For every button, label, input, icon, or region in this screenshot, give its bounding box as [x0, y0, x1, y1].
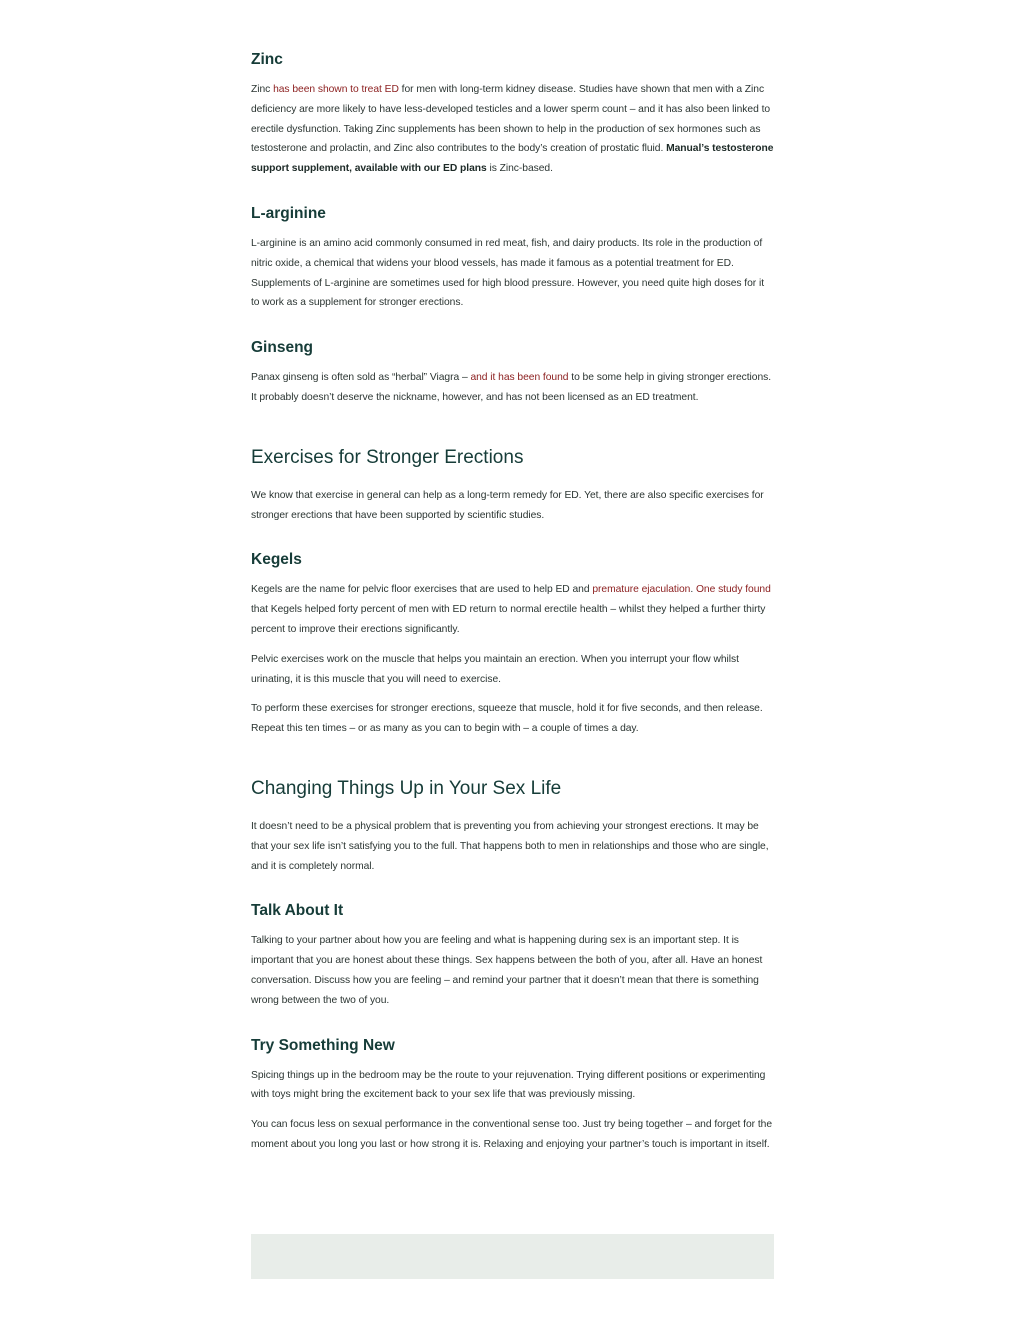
heading-ginseng: Ginseng	[251, 339, 314, 357]
heading-talk: Talk About It	[251, 902, 344, 920]
link-one-study-found[interactable]: One study found	[695, 584, 771, 596]
footer-panel	[251, 1234, 774, 1279]
paragraph-talk: Talking to your partner about how you are feeling and what is happening during sex is an important step. It is important that you are honest about these things. Sex happens between the both of you, after all. Have an honest conversation. Discuss how you are feeling – and remind your partner that it doesn’t mean that there is something wrong between the two of you.	[251, 935, 763, 1006]
link-premature-ejaculation[interactable]: premature ejaculation	[592, 584, 691, 596]
text-run: for men with long-term kidney disease. Studies have shown that men with a Zinc deficiency are more likely to have less-developed testicles and a lower sperm count – and it has also been linked to erectile dysfunction. Taking Zinc supplements has been shown to help in the production of sex hormones such as testosterone and prolactin, and Zinc also contributes to the body’s creation of prostatic fluid.	[251, 84, 771, 155]
text-run: .	[690, 584, 696, 596]
text-run: that Kegels helped forty percent of men with ED return to normal erectile health – whilst they helped a further thirty percent to improve their erections significantly.	[251, 604, 766, 635]
section-kegels	[251, 550, 775, 739]
text-run: to be some help in giving stronger erections. It probably doesn’t deserve the nickname, however, and has not been licensed as an ED treatment.	[251, 372, 772, 403]
heading-try-new: Try Something New	[251, 1036, 395, 1054]
section-larginine	[251, 204, 775, 313]
paragraph-larginine: L-arginine is an amino acid commonly consumed in red meat, fish, and dairy products. Its role in the production of nitric oxide, a chemical that widens your blood vessels, has made it famous as a potential treatment for ED. Supplements of L-arginine are sometimes used for high blood pressure. However, you need quite high doses for it to work as a supplement for stronger erections.	[251, 237, 765, 309]
section-zinc	[251, 50, 775, 179]
section-try-new	[251, 1036, 775, 1155]
bold-supplement-note: Manual’s testosterone support supplement, available with our ED plans	[251, 143, 774, 175]
text-run: Zinc	[251, 84, 274, 95]
section-exercises	[251, 445, 775, 526]
text-run: Kegels are the name for pelvic floor exercises that are used to help ED and	[251, 584, 593, 596]
section-changing	[251, 776, 775, 876]
paragraph-try-new-1: Spicing things up in the bedroom may be the route to your rejuvenation. Trying different positions or experimenting with toys might bring the excitement back to your sex life that was previously missing.	[251, 1069, 766, 1101]
paragraph-kegels-1	[251, 580, 775, 639]
paragraph-try-new-2: You can focus less on sexual performance in the conventional sense too. Just try being together – and forget for the moment about you long you last or how strong it is. Relaxing and enjoying your partner’s touch is important in itself.	[251, 1119, 773, 1150]
heading-exercises: Exercises for Stronger Erections	[251, 446, 524, 468]
link-treat-ed[interactable]: has been shown to treat ED	[273, 84, 399, 95]
text-run: is Zinc-based.	[486, 163, 553, 175]
article-body	[251, 50, 775, 1155]
paragraph-kegels-2: Pelvic exercises work on the muscle that helps you maintain an erection. When you interrupt your flow whilst urinating, it is this muscle that you will need to exercise.	[251, 653, 739, 685]
paragraph-kegels-3: To perform these exercises for stronger erections, squeeze that muscle, hold it for five seconds, and then release. Repeat this ten times – or as many as you can to begin with – a couple of times a day.	[251, 703, 763, 735]
section-talk	[251, 901, 775, 1010]
paragraph-changing-intro: It doesn’t need to be a physical problem that is preventing you from achieving your strongest erections. It may be that your sex life isn’t satisfying you to the full. That happens both to men in relationships and those who are single, and it is completely normal.	[251, 820, 769, 872]
paragraph-ginseng	[251, 368, 775, 408]
heading-kegels: Kegels	[251, 551, 302, 569]
paragraph-zinc	[251, 80, 775, 179]
paragraph-exercises-intro: We know that exercise in general can help as a long-term remedy for ED. Yet, there are also specific exercises for stronger erections that have been supported by scientific studies.	[251, 489, 764, 521]
heading-larginine: L-arginine	[251, 204, 326, 222]
text-run: Panax ginseng is often sold as “herbal” Viagra –	[251, 372, 471, 384]
link-ginseng-study[interactable]: and it has been found	[470, 372, 569, 384]
section-ginseng	[251, 338, 775, 408]
heading-changing: Changing Things Up in Your Sex Life	[251, 777, 562, 799]
heading-zinc: Zinc	[251, 51, 283, 68]
